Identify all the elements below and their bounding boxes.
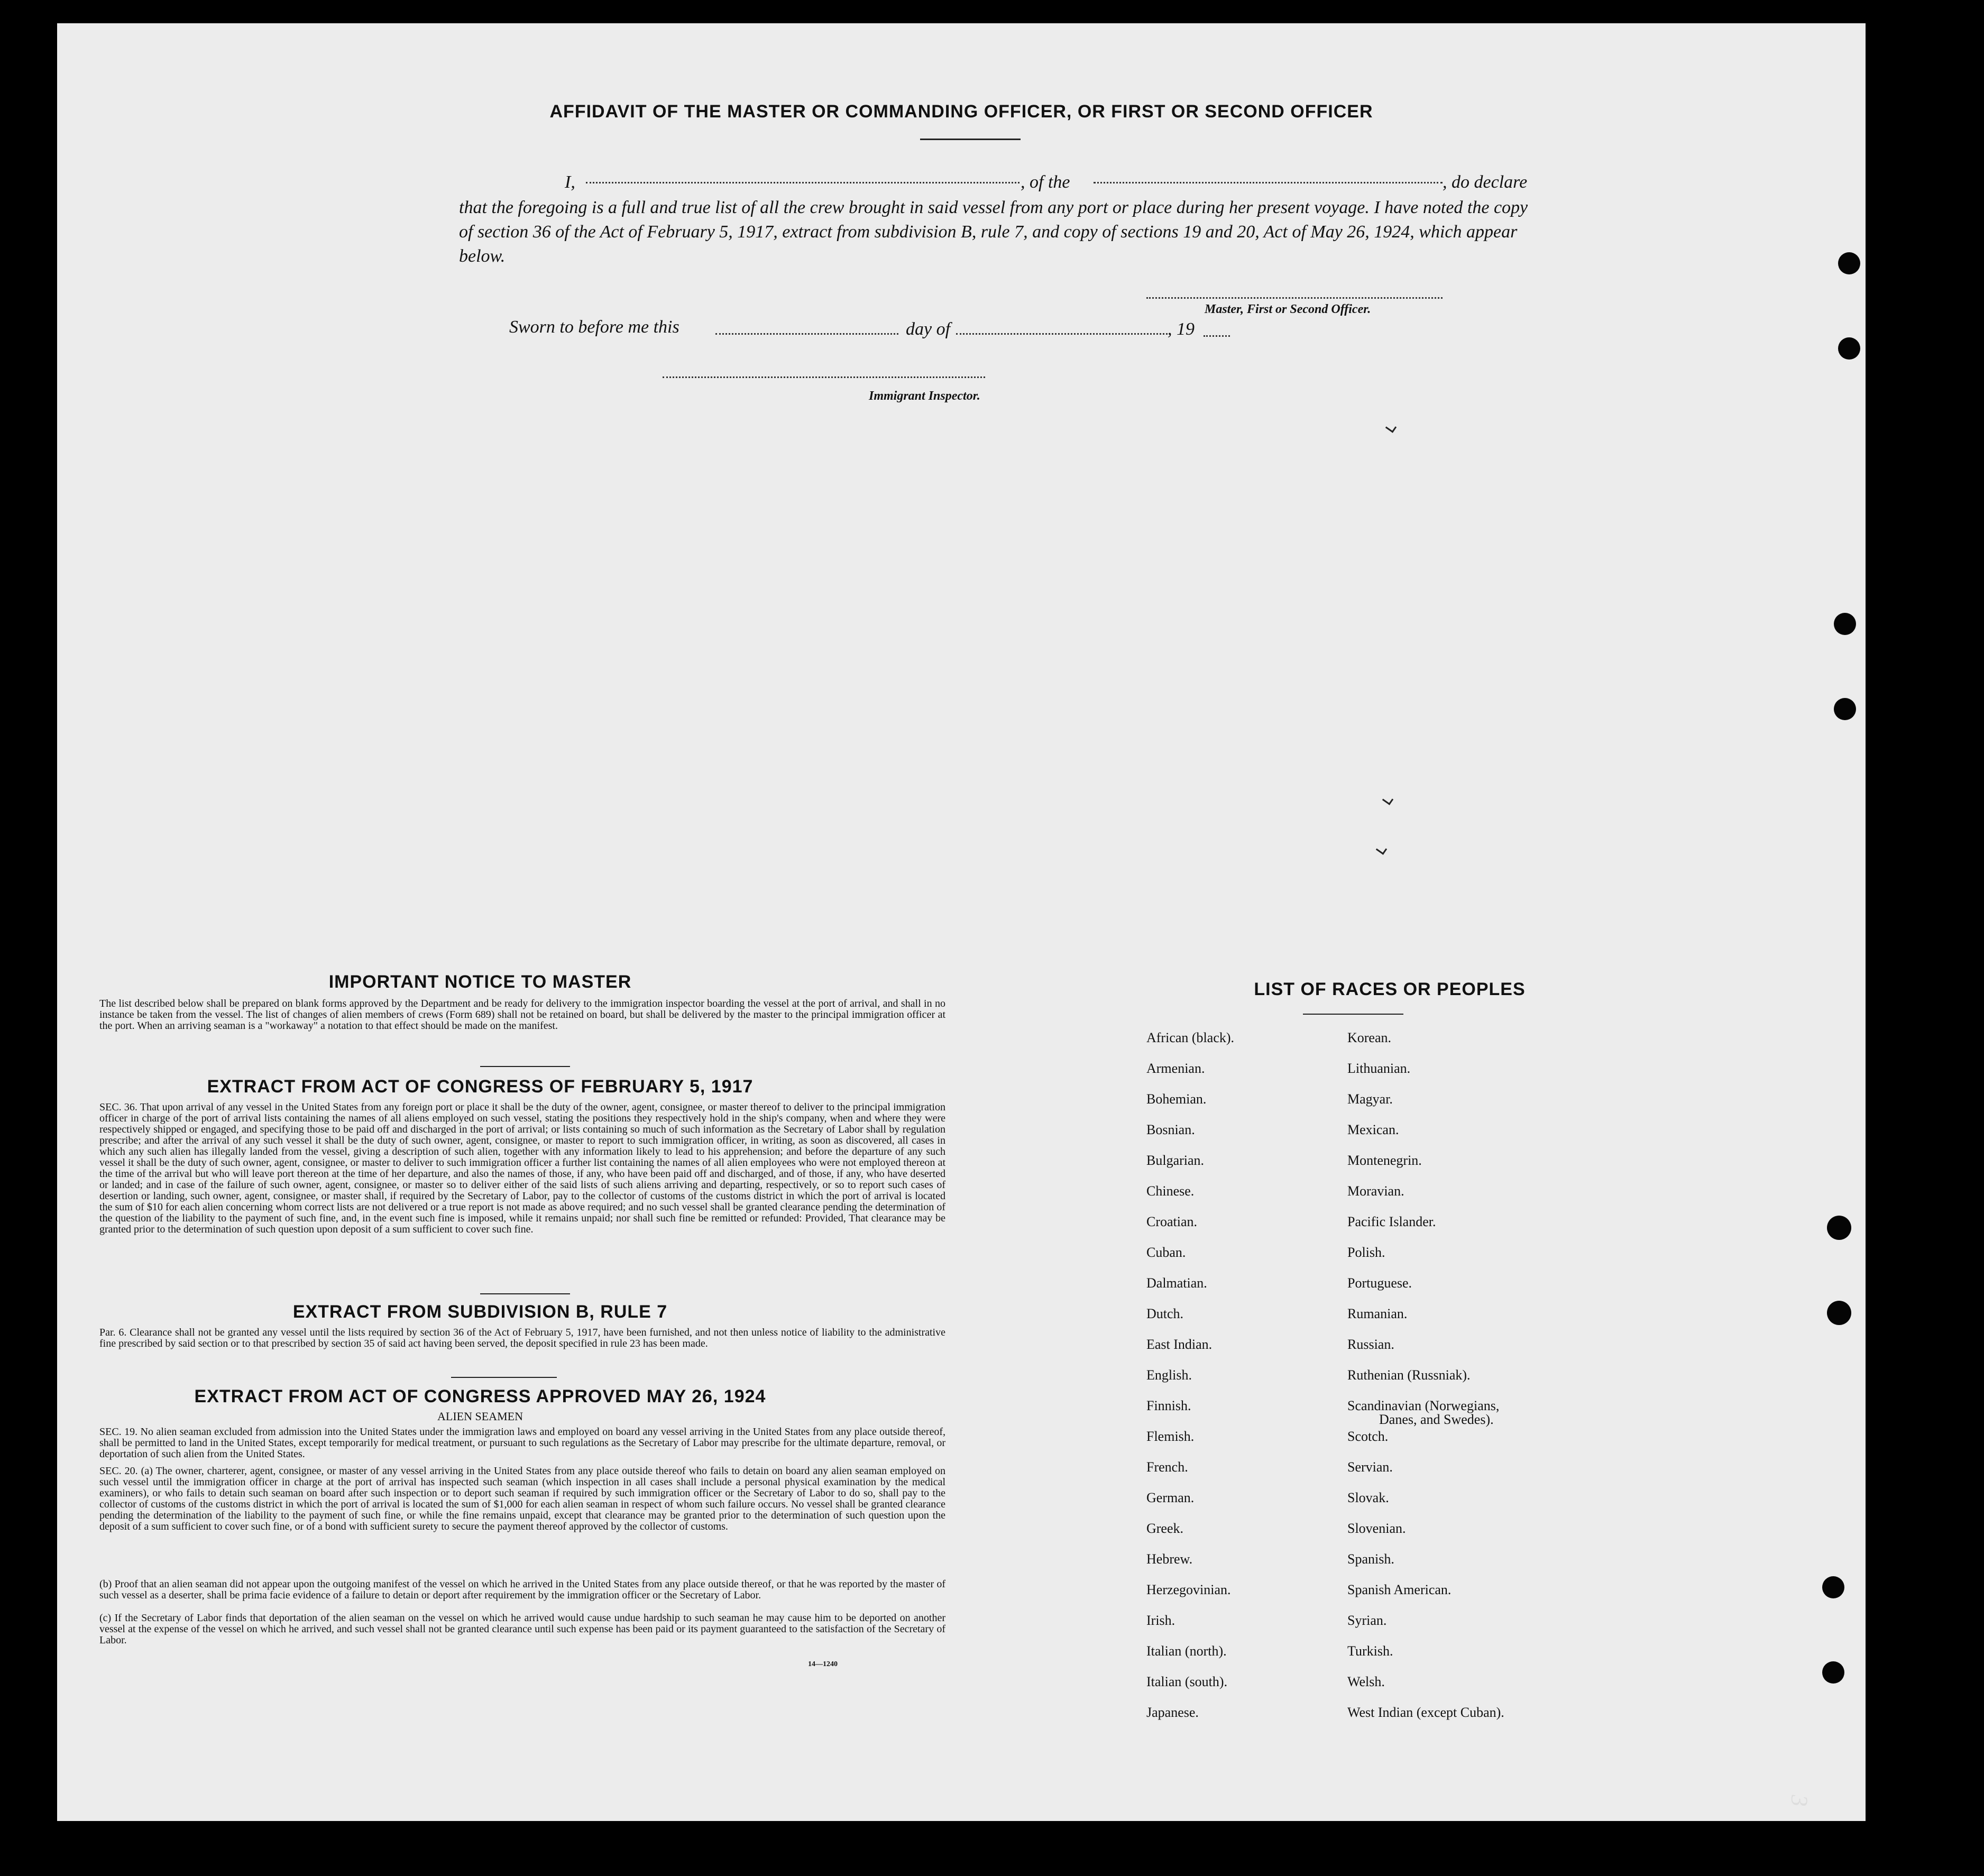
race-item-left: Dutch.	[1146, 1306, 1184, 1321]
races-title: LIST OF RACES OR PEOPLES	[1254, 979, 1526, 999]
sworn-year-line[interactable]	[1204, 335, 1230, 337]
race-item-right: Lithuanian.	[1347, 1061, 1411, 1076]
extract-1917-title: EXTRACT FROM ACT OF CONGRESS OF FEBRUARY 5, 1917	[207, 1077, 754, 1097]
inspector-label: Immigrant Inspector.	[869, 389, 980, 403]
extract-1924-title: EXTRACT FROM ACT OF CONGRESS APPROVED MAY 26, 1924	[194, 1386, 766, 1406]
check-mark	[1382, 794, 1393, 805]
race-item-left: English.	[1146, 1367, 1192, 1383]
vessel-name-line[interactable]	[1094, 182, 1443, 183]
punch-hole	[1834, 698, 1856, 720]
race-item-right: Ruthenian (Russniak).	[1347, 1367, 1471, 1383]
punch-hole	[1834, 613, 1856, 635]
document-page	[57, 23, 1866, 1821]
race-item-left: Greek.	[1146, 1521, 1184, 1536]
sec-20c-text: (c) If the Secretary of Labor finds that deportation of the alien seaman on the vessel on which he arrived would cause undue hardship to such seaman he may cause him to be deported on another vessel at the expense of the vessel on which he arrived, and such vessel shall not be granted clearance until such expense has been paid or its payment guaranteed to the satisfaction of the Secretary of Labor.	[99, 1612, 945, 1646]
master-signature-label: Master, First or Second Officer.	[1205, 302, 1371, 316]
sworn-month-line[interactable]	[956, 333, 1168, 335]
notice-text: The list described below shall be prepared on blank forms approved by the Department and be ready for delivery to the immigration inspector boarding the vessel at the port of arrival, and shall in no instance be taken from the vessel. The list of changes of alien members of crews (Form 689) shall not be retained on board, but shall be delivered by the master to the principal immigration officer at the port. When an arriving seaman is a "workaway" a notation to that effect should be made on the manifest.	[99, 998, 945, 1032]
race-item-left: Croatian.	[1146, 1214, 1198, 1229]
race-item-left: Irish.	[1146, 1613, 1175, 1628]
punch-hole	[1822, 1576, 1844, 1598]
of-the-label: , of the	[1021, 172, 1070, 192]
race-item-left: French.	[1146, 1459, 1188, 1475]
race-item-right: Korean.	[1347, 1030, 1392, 1045]
extract-1917-text: SEC. 36. That upon arrival of any vessel in the United States from any foreign port or place it shall be the duty of the owner, agent, consignee, or master thereof to deliver to the principal immigration officer in charge of the port of arrival lists containing the names of all aliens employed on such vessel, stating the positions they respectively hold in the ship's company, when and where they were respectively shipped or engaged, and specifying those to be paid off and discharged in the port of arrival; or lists containing so much of such information as the Secretary of Labor shall by regulation prescribe; and after the arrival of any such vessel it shall be the duty of such owner, agent, consignee, or master to report to such immigration officer, in writing, as soon as discovered, all cases in which any such alien has illegally landed from the vessel, giving a description of such alien, together with any information likely to lead to his apprehension; and before the departure of any such vessel it shall be the duty of such owner, agent, consignee, or master to deliver to such immigration officer a further list containing the names of all alien employees who were not employed thereon at the time of the arrival but who will leave port thereon at the time of her departure, and also the names of those, if any, who have been paid off and discharged, and of those, if any, who have deserted or landed; and in case of the failure of such owner, agent, consignee, or master so to deliver either of the said lists of such aliens arriving and departing, respectively, or so to report such cases of desertion or landing, such owner, agent, consignee, or master shall, if required by the Secretary of Labor, pay to the collector of customs of the customs district in which the port of arrival is located the sum of $10 for each alien concerning whom correct lists are not delivered or a true report is not made as above required; and no such vessel shall be granted clearance pending the determination of the question of the liability to the payment of such fine, and, in the event such fine is imposed, while it remains unpaid; nor shall such fine be remitted or refunded: Provided, That clearance may be granted prior to the determination of such question upon deposit of a sum sufficient to cover such fine.	[99, 1101, 945, 1235]
master-signature-line[interactable]	[1146, 297, 1443, 299]
race-item-right: Mexican.	[1347, 1122, 1399, 1137]
race-item-right: West Indian (except Cuban).	[1347, 1705, 1504, 1720]
race-item-right: Scotch.	[1347, 1429, 1389, 1444]
race-item-left: Italian (north).	[1146, 1643, 1227, 1659]
race-item-left: African (black).	[1146, 1030, 1235, 1045]
notice-title: IMPORTANT NOTICE TO MASTER	[328, 972, 632, 992]
extract-rule7-title: EXTRACT FROM SUBDIVISION B, RULE 7	[292, 1302, 668, 1322]
race-item-right: Polish.	[1347, 1245, 1385, 1260]
margin-page-mark: 3	[1786, 1795, 1813, 1807]
check-mark	[1376, 844, 1387, 854]
day-of-label: day of	[906, 319, 951, 339]
race-item-left: Chinese.	[1146, 1183, 1195, 1199]
race-item-left: Flemish.	[1146, 1429, 1195, 1444]
race-item-right-continuation: Danes, and Swedes).	[1379, 1412, 1494, 1427]
do-declare-label: , do declare	[1443, 172, 1528, 192]
punch-hole	[1827, 1301, 1851, 1325]
sec-19-text: SEC. 19. No alien seaman excluded from admission into the United States under the immigration laws and employed on board any vessel arriving in the United States from any place outside thereof, shall be permitted to land in the United States, except temporarily for medical treatment, or pursuant to such regulations as the Secretary of Labor may prescribe for the ultimate departure, removal, or deportation of such alien from the United States.	[99, 1426, 945, 1460]
race-item-right: Slovak.	[1347, 1490, 1389, 1505]
races-left-column	[1146, 1030, 1368, 1770]
race-item-left: East Indian.	[1146, 1337, 1213, 1352]
race-item-right: Slovenian.	[1347, 1521, 1406, 1536]
punch-hole	[1822, 1661, 1844, 1684]
race-item-left: Bohemian.	[1146, 1091, 1207, 1107]
sworn-day-line[interactable]	[715, 333, 898, 335]
race-item-right: Turkish.	[1347, 1643, 1393, 1659]
race-item-right: Welsh.	[1347, 1674, 1385, 1689]
race-item-right: Spanish American.	[1347, 1582, 1452, 1597]
declarant-label: I,	[565, 172, 575, 192]
punch-hole	[1838, 252, 1860, 274]
race-item-left: Hebrew.	[1146, 1551, 1193, 1567]
race-item-right: Spanish.	[1347, 1551, 1394, 1567]
year-prefix-label: , 19	[1168, 319, 1195, 339]
declaration-text: that the foregoing is a full and true list of all the crew brought in said vessel from any port or place during her present voyage. I have noted the copy of section 36 of the Act of February 5, 1917, extract from subdivision B, rule 7, and copy of sections 19 and 20, Act of May 26, 1924, which appear below.	[459, 198, 1528, 266]
race-item-left: Cuban.	[1146, 1245, 1186, 1260]
affidavit-title: AFFIDAVIT OF THE MASTER OR COMMANDING OFFICER, OR FIRST OR SECOND OFFICER	[549, 102, 1373, 122]
punch-hole	[1827, 1216, 1851, 1240]
races-right-column	[1347, 1030, 1612, 1770]
race-item-left: German.	[1146, 1490, 1195, 1505]
race-item-right: Servian.	[1347, 1459, 1393, 1475]
punch-hole	[1838, 337, 1860, 360]
race-item-left: Herzegovinian.	[1146, 1582, 1231, 1597]
race-item-right: Syrian.	[1347, 1613, 1387, 1628]
race-item-right: Rumanian.	[1347, 1306, 1408, 1321]
race-item-left: Finnish.	[1146, 1398, 1191, 1413]
race-item-left: Dalmatian.	[1146, 1275, 1207, 1291]
extract-rule7-text: Par. 6. Clearance shall not be granted any vessel until the lists required by section 36 of the Act of February 5, 1917, have been furnished, and not then unless notice of liability to the administrative fine prescribed by said section or to that prescribed by section 35 of said act having been served, the deposit specified in rule 23 has been made.	[99, 1327, 945, 1349]
sec-20a-text: SEC. 20. (a) The owner, charterer, agent, consignee, or master of any vessel arriving in the United States from any place outside thereof who fails to detain on board any alien seaman employed on such vessel until the immigration officer in charge at the port of arrival has inspected such seaman (which inspection in all cases shall include a personal physical examination by the medical examiners), or who fails to detain such seaman on board after such inspection or to deport such seaman if required by such immigration officer or the Secretary of Labor to do so, shall pay to the collector of customs of the customs district in which the port of arrival is located the sum of $1,000 for each alien seaman in respect of whom such failure occurs. No vessel shall be granted clearance pending the determination of the liability to the payment of such fine, or while the fine remains unpaid, except that clearance may be granted prior to the determination of such question upon the deposit of a sum sufficient to cover such fine, or of a bond with sufficient surety to secure the payment thereof approved by the collector of customs.	[99, 1465, 945, 1532]
section-divider	[451, 1377, 557, 1378]
race-item-right: Magyar.	[1347, 1091, 1393, 1107]
race-item-right: Montenegrin.	[1347, 1153, 1422, 1168]
alien-seamen-subtitle: ALIEN SEAMEN	[437, 1410, 523, 1423]
race-item-left: Armenian.	[1146, 1061, 1205, 1076]
race-item-right: Russian.	[1347, 1337, 1394, 1352]
race-item-right: Pacific Islander.	[1347, 1214, 1436, 1229]
sec-20b-text: (b) Proof that an alien seaman did not appear upon the outgoing manifest of the vessel on which he arrived in the United States from any place outside thereof, or that he was reported by the master of such vessel as a deserter, shall be prima facie evidence of a failure to detain or deport after requirement by the immigration officer or the Secretary of Labor.	[99, 1578, 945, 1601]
check-mark	[1385, 422, 1397, 433]
sworn-label: Sworn to before me this	[509, 317, 679, 337]
title-divider	[920, 139, 1021, 140]
race-item-left: Japanese.	[1146, 1705, 1199, 1720]
race-item-right: Portuguese.	[1347, 1275, 1412, 1291]
section-divider	[480, 1066, 570, 1067]
section-divider	[480, 1293, 570, 1294]
race-item-left: Bosnian.	[1146, 1122, 1195, 1137]
races-divider	[1303, 1014, 1403, 1015]
race-item-left: Bulgarian.	[1146, 1153, 1205, 1168]
race-item-left: Italian (south).	[1146, 1674, 1228, 1689]
form-number: 14—1240	[808, 1660, 838, 1668]
inspector-signature-line[interactable]	[663, 376, 985, 378]
race-item-right: Moravian.	[1347, 1183, 1404, 1199]
declarant-name-line[interactable]	[586, 182, 1019, 183]
race-item-right: Scandinavian (Norwegians,	[1347, 1398, 1500, 1413]
